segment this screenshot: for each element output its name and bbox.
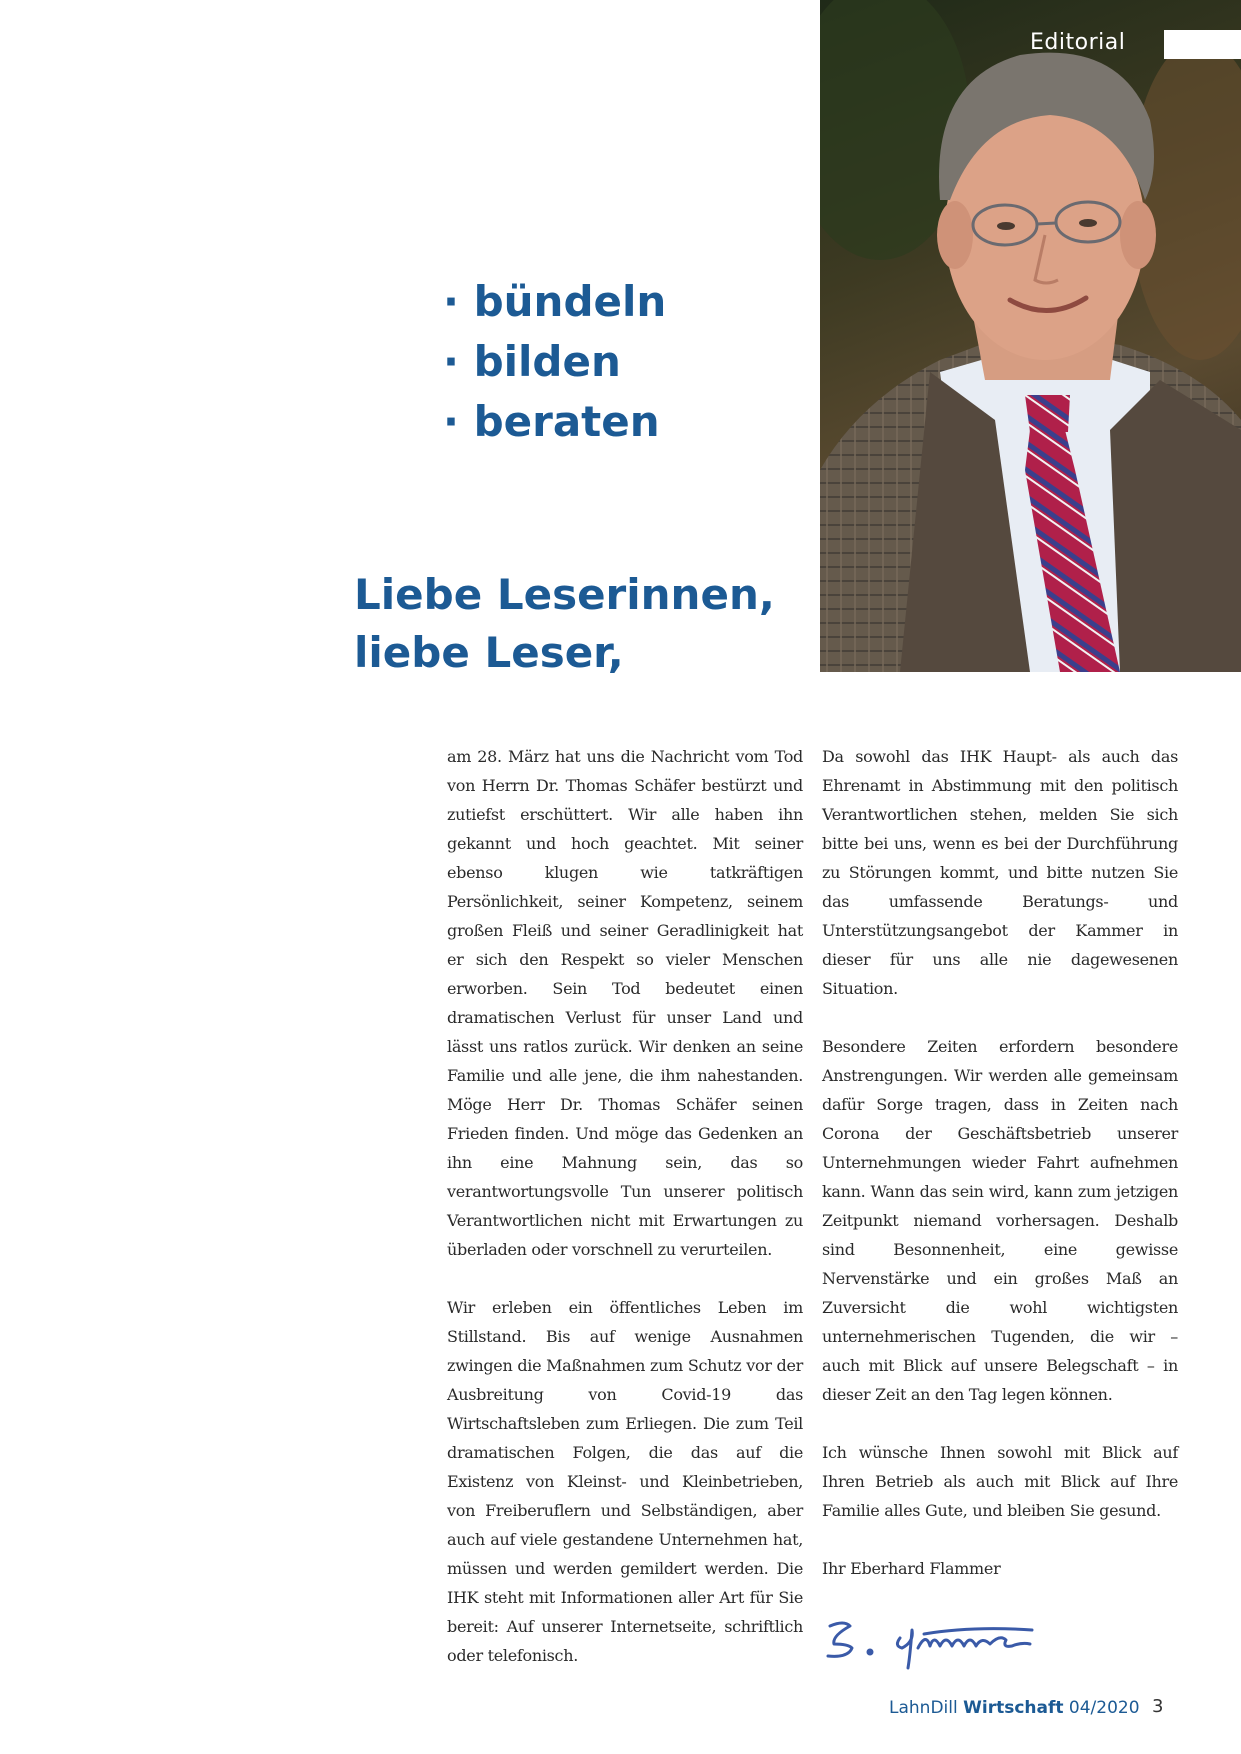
portrait-photo	[820, 0, 1241, 672]
sign-off: Ihr Eberhard Flammer	[822, 1559, 1001, 1578]
paragraph: am 28. März hat uns die Nachricht vom Tod von Herrn Dr. Thomas Schäfer bestürzt und zutiefst erschüttert. Wir alle haben ihn gekannt und hoch geachtet. Mit seiner ebenso klugen wie tatkräftigen Persönlichkeit, seiner Kompetenz, seinem großen Fleiß und seiner Geradlinigkeit hat er sich den Respekt so vieler Menschen erworben. Sein Tod bedeutet einen dramatischen Verlust für unser Land und lässt uns ratlos zurück. Wir denken an seine Familie und alle jene, die ihm nahestanden. Möge Herr Dr. Thomas Schäfer seinen Frieden finden. Und möge das Gedenken an ihn eine Mahnung sein, das so verantwortungsvolle Tun unserer politisch Verantwortlichen nicht mit Erwartungen zu überladen oder vorschnell zu verurteilen.	[447, 747, 803, 1259]
paragraph: Da sowohl das IHK Haupt- als auch das Ehrenamt in Abstimmung mit den politisch Verantwortlichen stehen, melden Sie sich bitte bei uns, wenn es bei der Durchführung zu Störungen kommt, und bitte nutzen Sie das umfassende Beratungs- und Unterstützungsangebot der Kammer in dieser für uns alle nie dagewesenen Situation.	[822, 747, 1178, 998]
paragraph: Ich wünsche Ihnen sowohl mit Blick auf Ihren Betrieb als auch mit Blick auf Ihre Familie alles Gute, und bleiben Sie gesund.	[822, 1443, 1178, 1520]
body-column-left	[447, 742, 803, 1699]
greeting-line-2: liebe Leser,	[354, 628, 624, 677]
slogan-list	[443, 272, 666, 452]
paragraph: Wir erleben ein öffentliches Leben im Stillstand. Bis auf wenige Ausnahmen zwingen die Maßnahmen zum Schutz vor der Ausbreitung von Covid-19 das Wirtschaftsleben zum Erliegen. Die zum Teil dramatischen Folgen, die das auf die Existenz von Kleinst- und Kleinbetrieben, von Freiberuflern und Selbständigen, aber auch auf viele gestandene Unternehmen hat, müssen und werden gemildert werden. Die IHK steht mit Informationen aller Art für Sie bereit: Auf unserer Internetseite, schriftlich oder telefonisch.	[447, 1298, 803, 1665]
slogan-item: · beraten	[443, 397, 660, 446]
page-number: 3	[1152, 1696, 1164, 1717]
signature	[822, 1612, 1102, 1672]
greeting-line-1: Liebe Leserinnen,	[354, 570, 775, 619]
section-label-bar	[1164, 30, 1241, 59]
slogan-item: · bündeln	[443, 277, 667, 326]
paragraph: Besondere Zeiten erfordern besondere Anstrengungen. Wir werden alle gemeinsam dafür Sorge tragen, dass in Zeiten nach Corona der Geschäftsbetrieb unserer Unternehmungen wieder Fahrt aufnehmen kann. Wann das sein wird, kann zum jetzigen Zeitpunkt niemand vorhersagen. Deshalb sind Besonnenheit, eine gewisse Nervenstärke und ein großes Maß an Zuversicht die wohl wichtigsten unternehmerischen Tugenden, die wir – auch mit Blick auf unsere Belegschaft – in dieser Zeit an den Tag legen können.	[822, 1037, 1178, 1404]
slogan-item: · bilden	[443, 337, 621, 386]
footer-brand-light: LahnDill	[889, 1698, 964, 1718]
greeting-heading	[354, 566, 775, 682]
portrait-illustration	[820, 0, 1241, 672]
footer-brand	[889, 1698, 1140, 1718]
body-column-right	[822, 742, 1178, 1672]
section-label: Editorial	[1030, 30, 1126, 55]
footer-brand-bold: Wirtschaft	[963, 1698, 1064, 1718]
footer-issue: 04/2020	[1063, 1698, 1140, 1718]
